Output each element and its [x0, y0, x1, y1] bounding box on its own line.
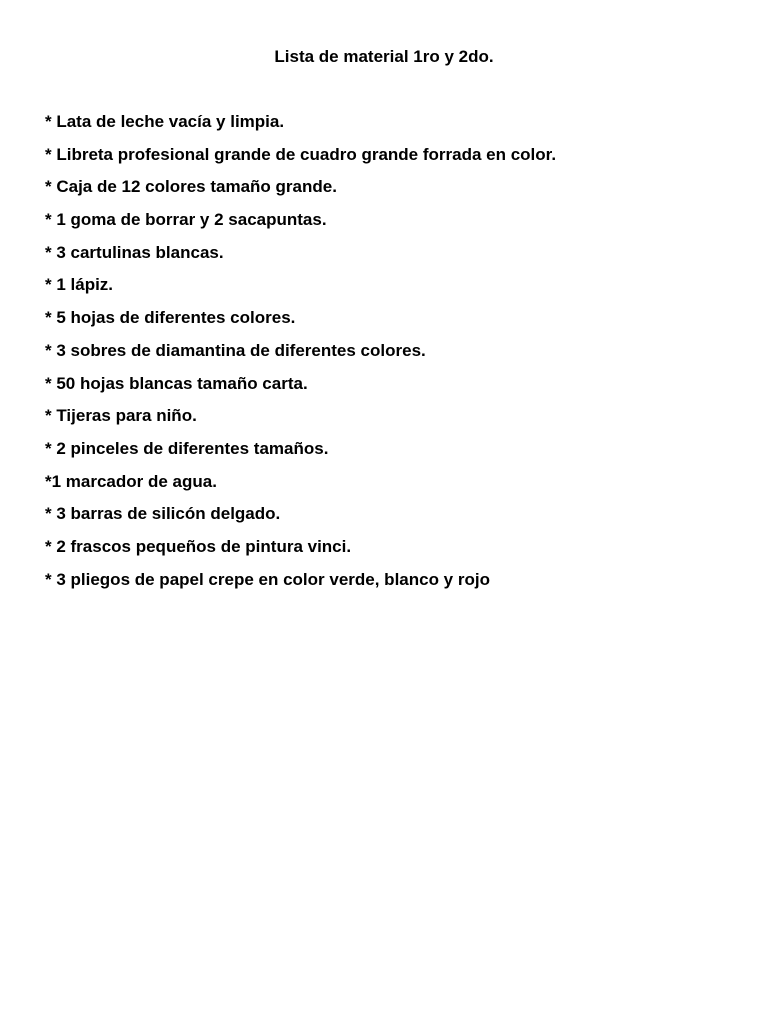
list-item: * 3 sobres de diamantina de diferentes colores.: [45, 340, 426, 360]
list-item: * 50 hojas blancas tamaño carta.: [45, 373, 308, 393]
list-item: * Lata de leche vacía y limpia.: [45, 112, 285, 131]
page-title: Lista de material 1ro y 2do.: [274, 47, 494, 66]
list-item: * 1 lápiz.: [45, 275, 114, 295]
list-item: * Tijeras para niño.: [45, 406, 197, 426]
material-list: [45, 112, 745, 602]
list-item: * 2 pinceles de diferentes tamaños.: [45, 438, 329, 458]
list-item: * Caja de 12 colores tamaño grande.: [45, 177, 337, 197]
list-item: * 3 cartulinas blancas.: [45, 242, 224, 262]
list-item: * 3 pliegos de papel crepe en color verde, blanco y rojo: [45, 569, 490, 589]
list-item: * 3 barras de silicón delgado.: [45, 504, 281, 524]
list-item: *1 marcador de agua.: [45, 471, 217, 491]
list-item: * Libreta profesional grande de cuadro grande forrada en color.: [45, 144, 557, 164]
list-item: * 1 goma de borrar y 2 sacapuntas.: [45, 210, 327, 230]
list-item: * 5 hojas de diferentes colores.: [45, 308, 296, 328]
list-item: * 2 frascos pequeños de pintura vinci.: [45, 536, 352, 556]
